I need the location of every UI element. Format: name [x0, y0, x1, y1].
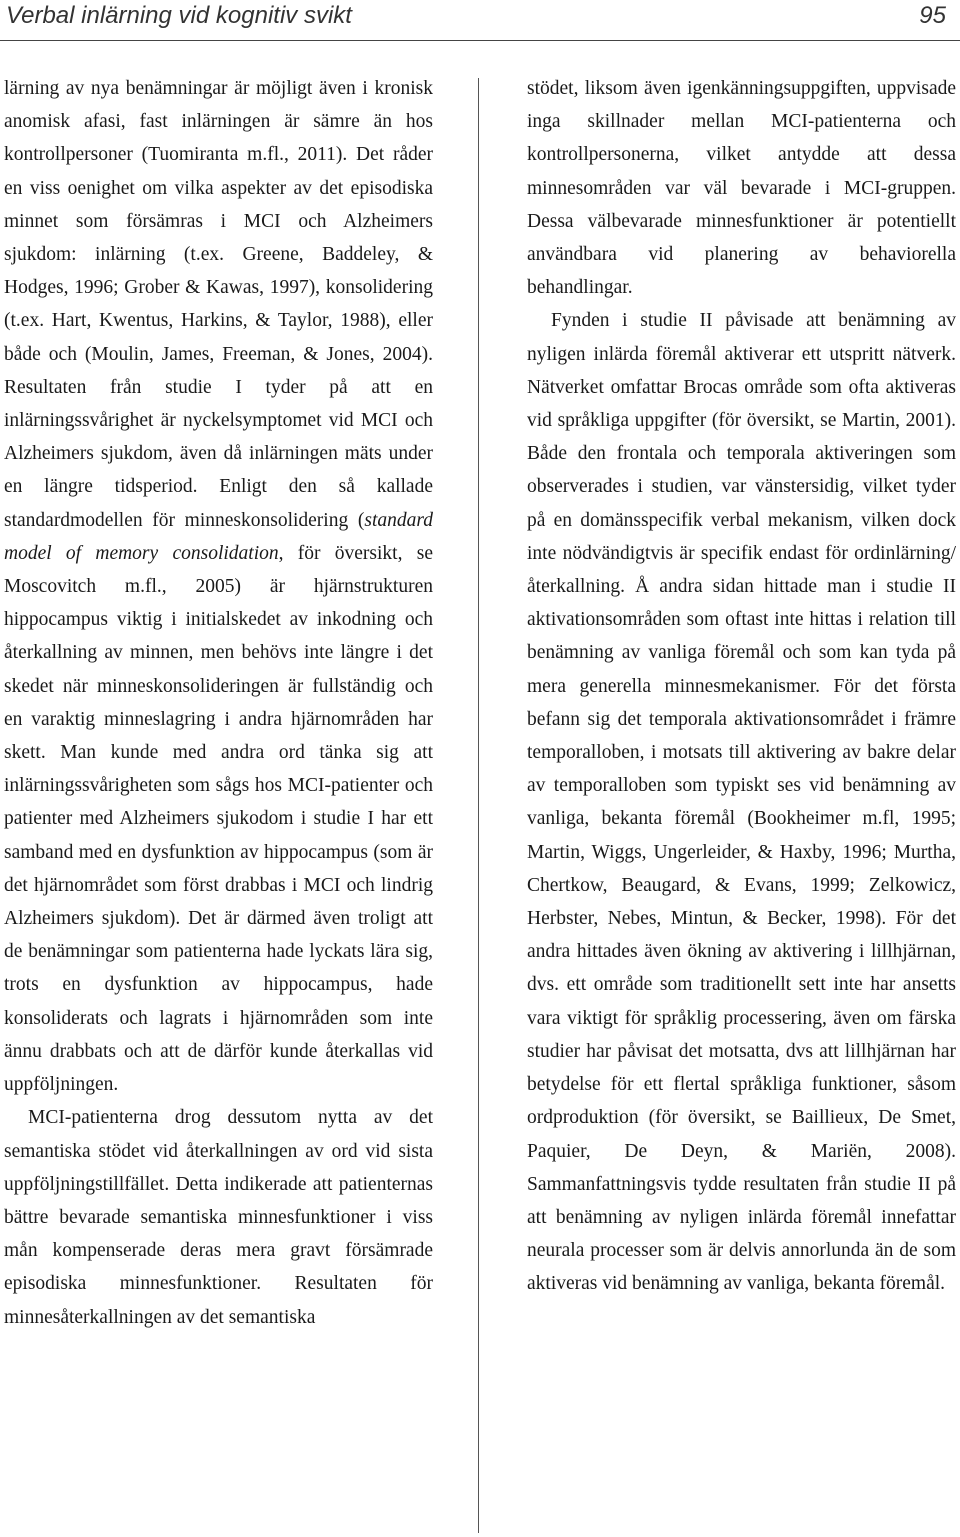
right-paragraph-2: Fynden i studie II påvisade att benämning av nyligen inlärda föremål aktiverar ett utspritt nätverk. Nätverket omfattar Brocas område som ofta aktiveras vid språkliga uppgifter (för översikt, se Martin, 2001). Både den frontala och temporala aktiveringen som observerades i studien, var vänstersidig, vilket tyder på en domänsspecifik verbal mekanism, vilken dock inte nödvändigtvis är specifik endast för ordinlärning/återkallning. Å andra sidan hittade man i studie II aktivationsområden som oftast inte hittas i relation till benämning av vanliga föremål och som kan tyda på mera generella minnesmekanismer. För det första befann sig det temporala aktivationsområdet i främre temporalloben, i motsats till aktivering av bakre delar av temporalloben som typiskt ses vid benämning av vanliga, bekanta föremål (Bookheimer m.fl, 1995; Martin, Wiggs, Ungerleider, & Haxby, 1996; Murtha, Chertkow, Beaugard, & Evans, 1999; Zelkowicz, Herbster, Nebes, Mintun, & Becker, 1998). För det andra hittades även ökning av aktivering i lillhjärnan, dvs. ett område som traditionellt sett inte har ansetts vara viktigt för språklig processering, även om färska studier har påvisat det motsatta, dvs att lillhjärnan har betydelse för ett flertal språkliga funktioner, såsom ordproduktion (för översikt, se Baillieux, De Smet, Paquier, De Deyn, & Mariën, 2008). Sammanfattningsvis tydde resultaten från studie II på att benämning av nyligen inlärda föremål innefattar neurala processer som är delvis annorlunda än de som aktiveras vid benämning av vanliga, bekanta föremål. [527, 310, 956, 1295]
header-rule [0, 40, 960, 41]
left-paragraph-1-italic-term: standard model of memory consolidation [4, 509, 433, 564]
page-number: 95 [919, 2, 946, 29]
left-paragraph-1-text-a: lärning av nya benämningar är möjligt även i kronisk anomisk afasi, fast inlärningen är sämre än hos kontrollpersoner (Tuomiranta m.fl., 2011). Det råder en viss oenighet om vilka aspekter av det episodiska minnet som försämras i MCI och Alzheimers sjukdom: inlärning (t.ex. Greene, Baddeley, & Hodges, 1996; Grober & Kawas, 1997), konsolidering (t.ex. Hart, Kwentus, Harkins, & Taylor, 1988), eller både och (Moulin, James, Freeman, & Jones, 2004). Resultaten från studie I tyder på att en inlärningssvårighet är nyckelsymptomet vid MCI och Alzheimers sjukdom, även då inlärningen mäts under en längre tidsperiod. Enligt den så kallade standardmodellen för minneskonsolidering ( [4, 78, 433, 531]
running-header [0, 0, 960, 40]
left-paragraph-2: MCI-patienterna drog dessutom nytta av det semantiska stödet vid återkallningen av ord vid sista uppföljningstillfället. Detta indikerade att patienternas bättre bevarade semantiska minnesfunktioner i viss mån kompenserade deras mera gravt försämrade episodiska minnesfunktioner. Resultaten för minnesåterkallningen av det semantiska [4, 1107, 433, 1328]
left-paragraph-1 [4, 72, 433, 1101]
right-column [527, 72, 956, 1301]
running-title: Verbal inlärning vid kognitiv svikt [6, 2, 352, 29]
right-paragraph-1: stödet, liksom även igenkänningsuppgiften, uppvisade inga skillnader mellan MCI-patienterna och kontrollpersonerna, vilket antydde att dessa minnesområden var väl bevarade i MCI-gruppen. Dessa välbevarade minnesfunktioner är potentiellt användbara vid planering av behaviorella behandlingar. [527, 78, 956, 299]
column-divider [478, 78, 479, 1533]
left-column [4, 72, 433, 1334]
left-paragraph-1-text-b: , för översikt, se Moscovitch m.fl., 2005) är hjärnstrukturen hippocampus viktig i initialskedet av inkodning och återkallning av minnen, men behövs inte längre i det skedet när minneskonsolideringen är fullständig och en varaktig minneslagring i andra hjärnområden har skett. Man kunde med andra ord tänka sig att inlärningssvårigheten som sågs hos MCI-patienter och patienter med Alzheimers sjukodom i studie I har ett samband med en dysfunktion av hippocampus (som är det hjärnområdet som först drabbas i MCI och lindrig Alzheimers sjukdom). Det är därmed även troligt att de benämningar som patienterna hade lyckats lära sig, trots en dysfunktion av hippocampus, hade konsoliderats och lagrats i hjärnområden som inte ännu drabbats och att de därför kunde återkallas vid uppföljningen. [4, 542, 433, 1096]
